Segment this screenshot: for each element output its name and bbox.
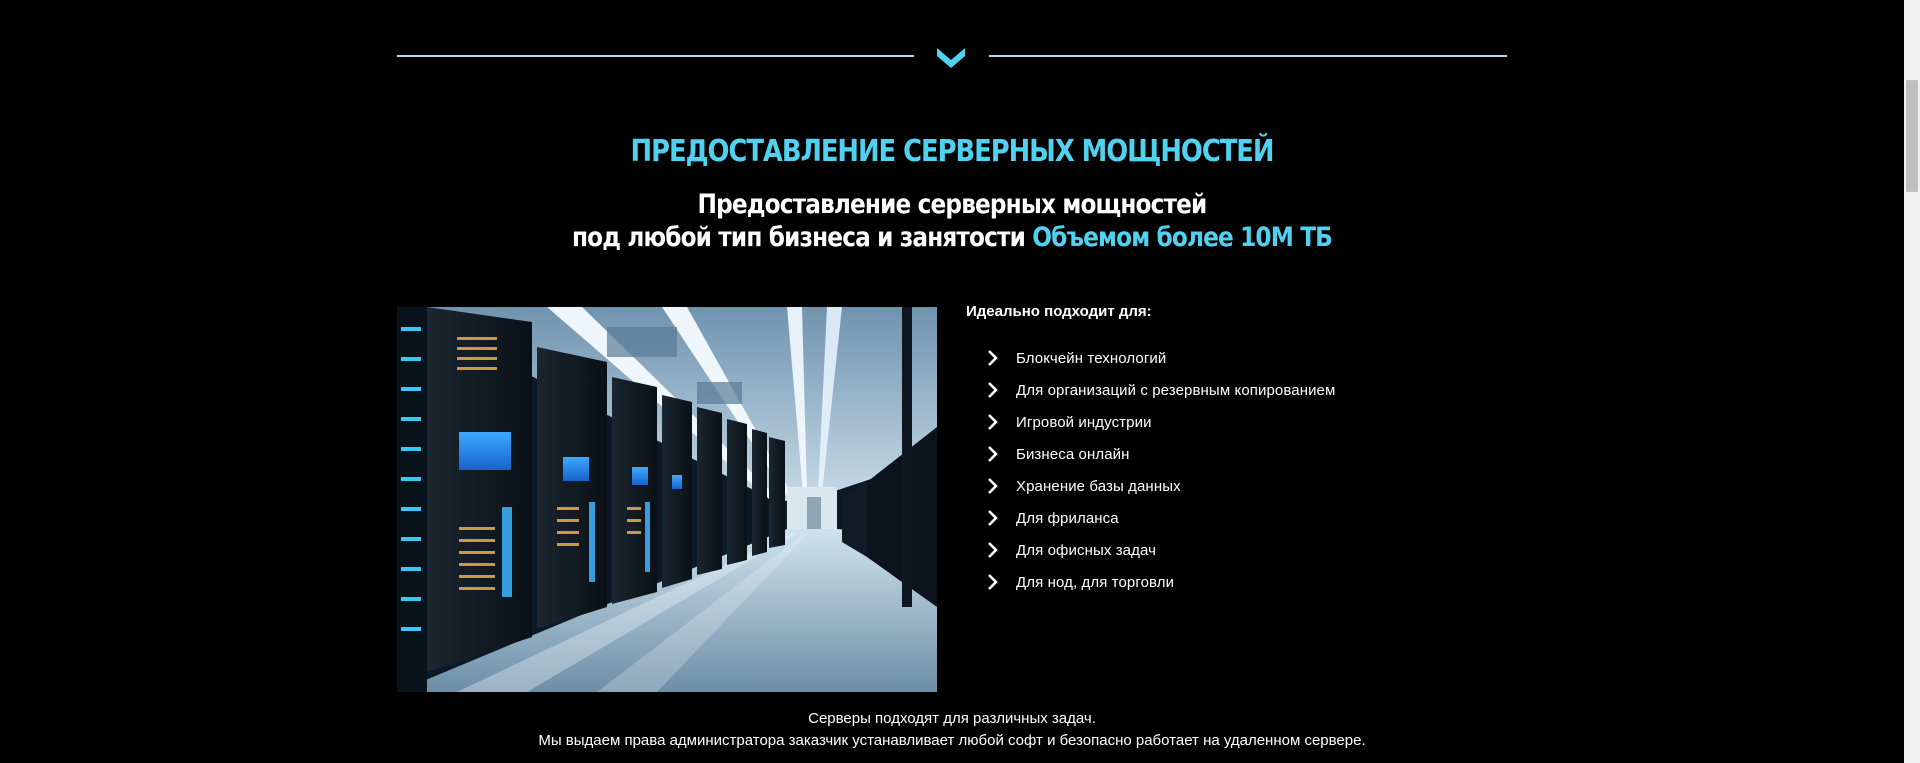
chevron-right-icon xyxy=(986,478,1000,494)
list-item xyxy=(986,534,1335,566)
section-title: ПРЕДОСТАВЛЕНИЕ СЕРВЕРНЫХ МОЩНОСТЕЙ xyxy=(630,134,1274,169)
subtitle-prefix: под любой тип бизнеса и занятости xyxy=(571,222,1026,253)
chevron-right-icon xyxy=(986,542,1000,558)
chevron-right-icon xyxy=(986,382,1000,398)
list-item xyxy=(986,566,1335,598)
list-item-label: Блокчейн технологий xyxy=(1016,349,1167,367)
list-item-label: Для нод, для торговли xyxy=(1016,573,1175,591)
section-subtitle-line2 xyxy=(133,222,1770,253)
chevron-right-icon xyxy=(986,446,1000,462)
feature-list xyxy=(986,342,1335,598)
list-item-label: Для офисных задач xyxy=(1016,541,1156,559)
footer-text-line1: Серверы подходят для различных задач. xyxy=(808,710,1096,727)
chevron-down-icon xyxy=(935,44,967,70)
chevron-right-icon xyxy=(986,414,1000,430)
list-item-label: Игровой индустрии xyxy=(1016,413,1152,431)
server-room-image xyxy=(397,307,937,692)
list-item-label: Для организаций с резервным копированием xyxy=(1016,381,1336,399)
list-item xyxy=(986,406,1335,438)
scrollbar-thumb[interactable] xyxy=(1906,80,1918,192)
scrollbar-track[interactable] xyxy=(1904,0,1920,763)
list-heading: Идеально подходит для: xyxy=(966,303,1152,320)
list-item xyxy=(986,438,1335,470)
list-item xyxy=(986,374,1335,406)
section-subtitle-line1: Предоставление серверных мощностей xyxy=(697,189,1207,220)
chevron-right-icon xyxy=(986,510,1000,526)
chevron-right-icon xyxy=(986,574,1000,590)
divider-line-right xyxy=(989,55,1507,57)
divider-line-left xyxy=(397,55,914,57)
footer-text-line2: Мы выдаем права администратора заказчик устанавливает любой софт и безопасно работает на удаленном сервере. xyxy=(538,732,1366,749)
list-item-label: Для фриланса xyxy=(1016,509,1119,527)
list-item xyxy=(986,342,1335,374)
list-item xyxy=(986,470,1335,502)
list-item-label: Хранение базы данных xyxy=(1016,477,1181,495)
list-item xyxy=(986,502,1335,534)
chevron-right-icon xyxy=(986,350,1000,366)
subtitle-accent: Объемом более 10М ТБ xyxy=(1032,222,1333,253)
list-item-label: Бизнеса онлайн xyxy=(1016,445,1130,463)
